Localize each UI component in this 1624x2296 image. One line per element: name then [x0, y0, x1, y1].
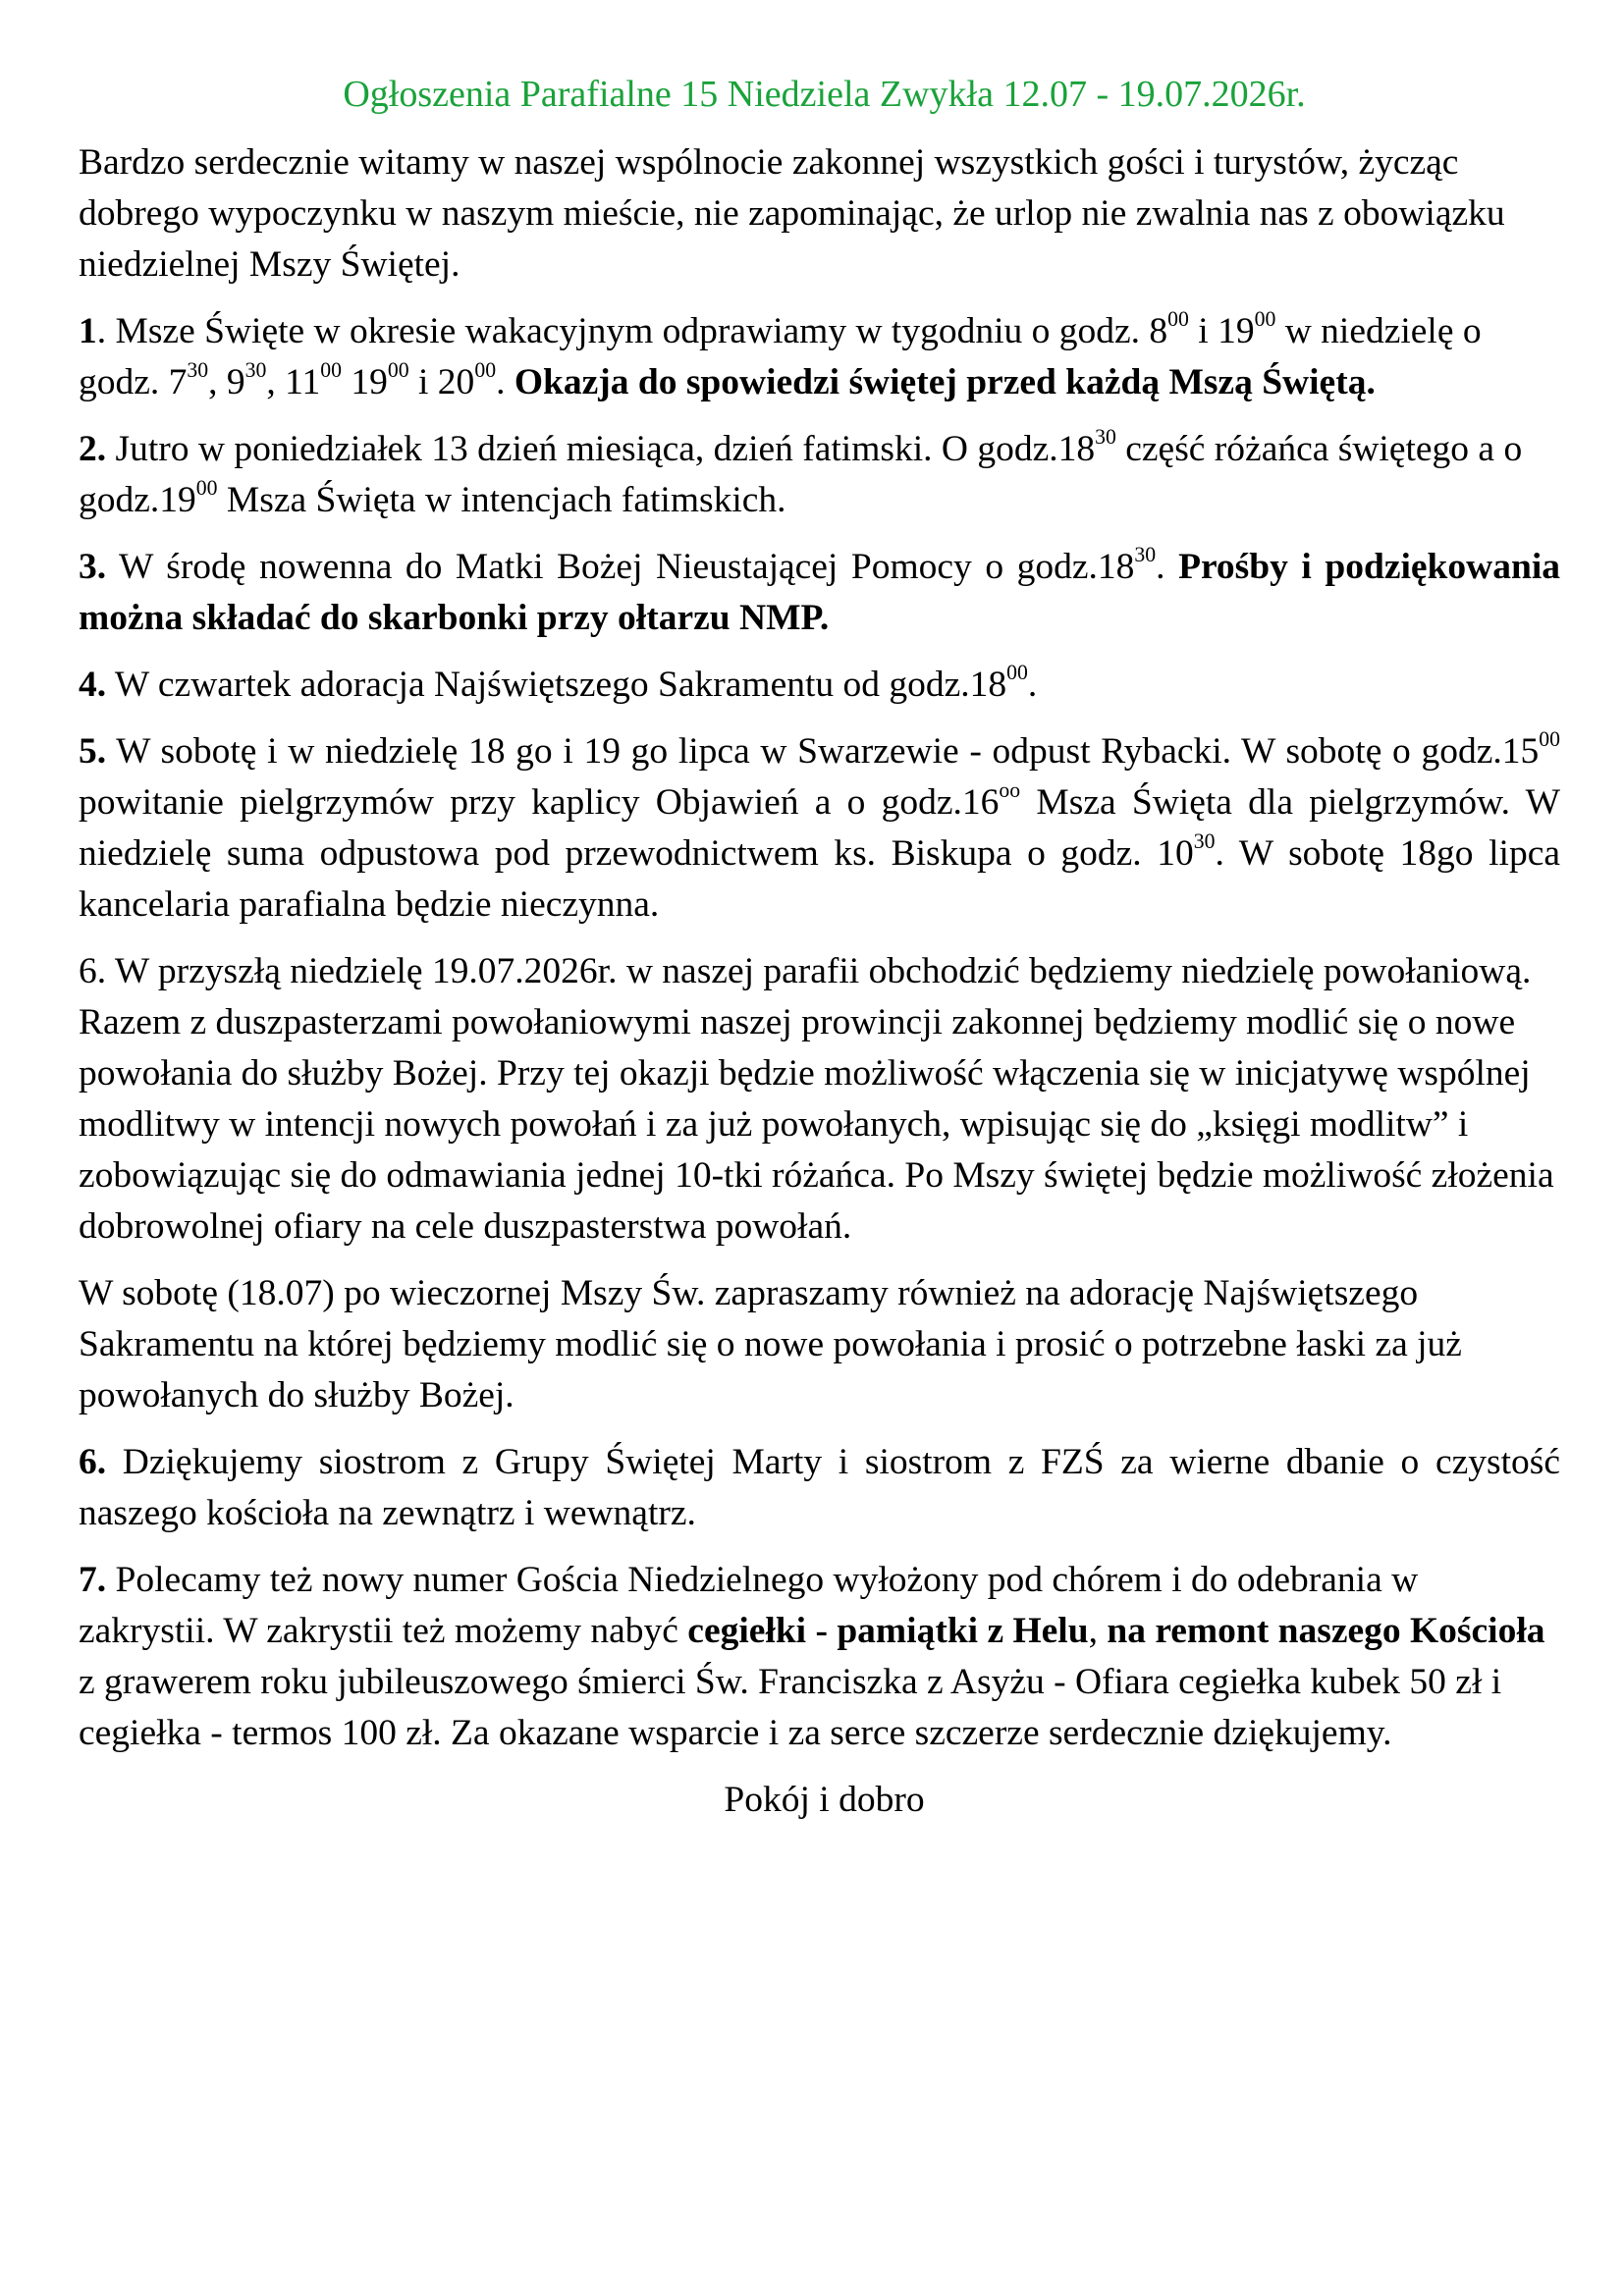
announcement-5: 5. W sobotę i w niedzielę 18 go i 19 go lipca w Swarzewie - odpust Rybacki. W sobotę o $godz.15^{00}$ powitanie pielgrzymów przy kaplicy Objawień a o $godz.16^{oo}$ Msza Święta dla pielgrzymów. W niedzielę suma odpustowa pod przewodnictwem ks. Biskupa o godz. $10^{30}$. W sobotę 18go lipca kancelaria parafialna będzie nieczynna. [79, 727, 1560, 925]
item-number: 6. [79, 1442, 107, 1482]
item-number: 7. [79, 1560, 107, 1600]
item-number: 2. [79, 429, 107, 469]
item-number: 1 [79, 311, 97, 351]
announcement-6-adoration: W sobotę (18.07) po wieczornej Mszy Św. zapraszamy również na adorację Najświętszego Sakramentu na której będziemy modlić się o nowe powołania i prosić o potrzebne łaski za już powołanych do służby Bożej. [79, 1273, 1462, 1415]
announcement-2: 2. Jutro w poniedziałek 13 dzień miesiąca, dzień fatimski. O $godz.18^{30}$ część różańca świętego a o $godz.19^{00}$ Msza Święta w intencjach fatimskich. [79, 425, 1523, 520]
church-renovation: na remont naszego Kościoła [1107, 1611, 1545, 1651]
announcement-6-thanks: 6. Dziękujemy siostrom z Grupy Świętej Marty i siostrom z FZŚ za wierne dbanie o czystość naszego kościoła na zewnątrz i wewnątrz. [79, 1442, 1560, 1533]
page-title: Ogłoszenia Parafialne 15 Niedziela Zwykła 12.07 - 19.07.2026r. [343, 74, 1306, 115]
requests-note: Prośby i podziękowania można składać do skarbonki przy ołtarzu NMP. [79, 547, 1560, 638]
announcement-7: 7. Polecamy też nowy numer Gościa Niedzielnego wyłożony pod chórem i do odebrania w zakrystii. W zakrystii też możemy nabyć cegiełki - pamiątki z Helu, na remont naszego Kościoła z grawerem roku jubileuszowego śmierci Św. Franciszka z Asyżu - Ofiara cegiełka kubek 50 zł i cegiełka - termos 100 zł. Za okazane wsparcie i za serce szczerze serdecznie dziękujemy. [79, 1560, 1545, 1753]
announcement-3: 3. W środę nowenna do Matki Bożej Nieustającej Pomocy o $godz.18^{30}$. Prośby i podziękowania można składać do skarbonki przy ołtarzu NMP. [79, 543, 1560, 638]
announcement-4: 4. W czwartek adoracja Najświętszego Sakramentu od $godz.18^{00}$. [79, 661, 1038, 705]
closing-greeting: Pokój i dobro [724, 1780, 925, 1820]
intro-paragraph: Bardzo serdecznie witamy w naszej wspólnocie zakonnej wszystkich gości i turystów, życząc dobrego wypoczynku w naszym mieście, nie zapominając, że urlop nie zwalnia nas z obowiązku niedzielnej Mszy Świętej. [79, 142, 1505, 285]
announcement-1: 1. Msze Święte w okresie wakacyjnym odprawiamy w tygodniu o godz. $8^{00}$ i $19^{00}$ w niedzielę o godz. $7^{30}$, $9^{30}$, $11^{00}$ $19^{00}$ i $20^{00}$. Okazja do spowiedzi świętej przed każdą Mszą Świętą. [79, 307, 1482, 402]
confession-note: Okazja do spowiedzi świętej przed każdą Mszą Świętą. [514, 362, 1376, 402]
announcement-6-vocations: 6. W przyszłą niedzielę 19.07.2026r. w naszej parafii obchodzić będziemy niedzielę powołaniową. Razem z duszpasterzami powołaniowymi naszej prowincji zakonnej będziemy modlić się o nowe powołania do służby Bożej. Przy tej okazji będzie możliwość włączenia się w inicjatywę wspólnej modlitwy w intencji nowych powołań i za już powołanych, wpisując się do „księgi modlitw” i zobowiązując się do odmawiania jednej 10-tki różańca. Po Mszy świętej będzie możliwość złożenia dobrowolnej ofiary na cele duszpasterstwa powołań. [79, 951, 1554, 1247]
bricks-souvenir: cegiełki - pamiątki z Helu [687, 1611, 1089, 1651]
item-number: 3. [79, 547, 107, 587]
item-number: 4. [79, 665, 107, 705]
item-number: 5. [79, 731, 107, 772]
